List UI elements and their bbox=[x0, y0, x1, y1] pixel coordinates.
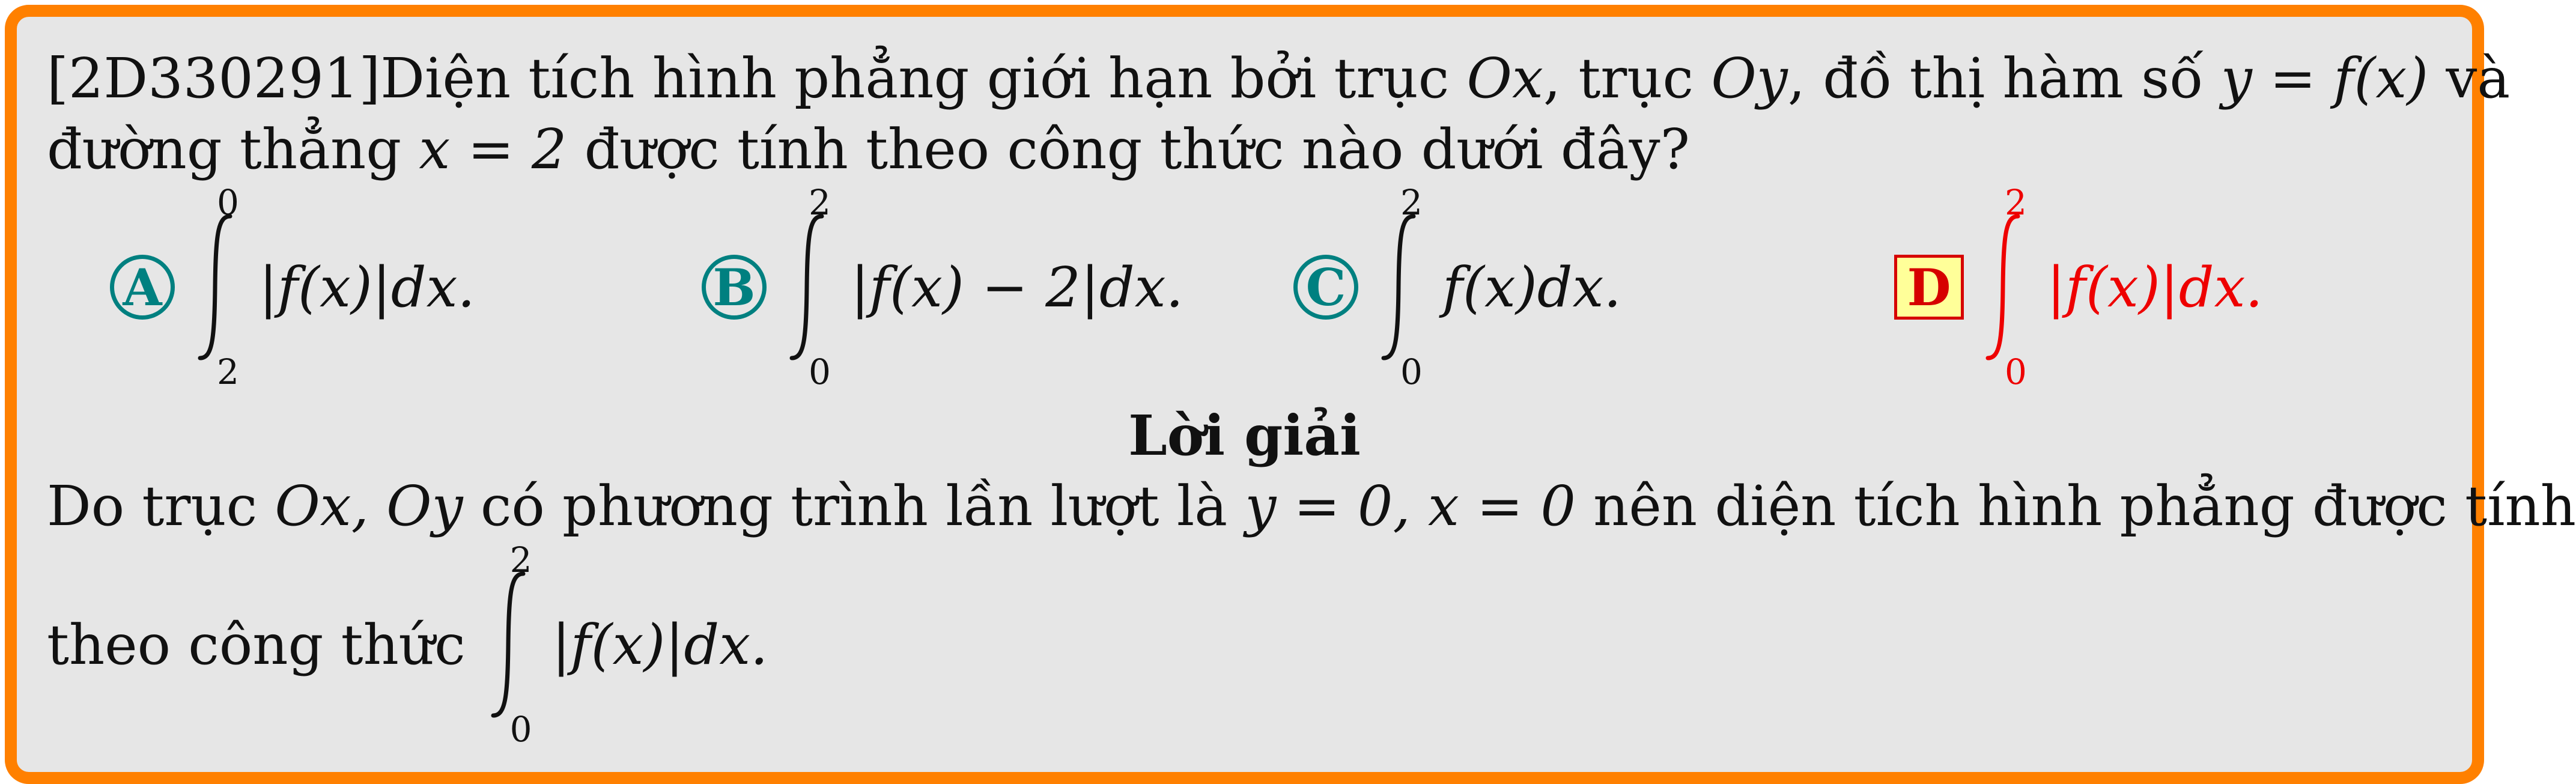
solution-line-1 bbox=[47, 473, 2576, 539]
math-equations: y = 0, x = 0 bbox=[1245, 474, 1576, 538]
solution-text: nên diện tích hình phẳng được tính bbox=[1575, 474, 2576, 538]
math-axes: Ox, Oy bbox=[275, 474, 463, 538]
integral-icon bbox=[786, 182, 840, 392]
option-b-expression: |f(x) − 2|dx. bbox=[851, 255, 1183, 320]
option-a-expression: |f(x)|dx. bbox=[259, 255, 475, 320]
upper-limit: 2 bbox=[509, 539, 532, 580]
question-text: , đồ thị hàm số bbox=[1787, 46, 2221, 111]
math-line: x = 2 bbox=[419, 117, 567, 181]
solution-text: Do trục bbox=[47, 474, 275, 538]
math-ox: Ox bbox=[1466, 46, 1543, 111]
question-text: và bbox=[2428, 46, 2511, 111]
math-function: y = f(x) bbox=[2220, 46, 2429, 111]
option-d-letter[interactable]: D bbox=[1894, 255, 1964, 320]
solution-expression: |f(x)|dx. bbox=[551, 612, 768, 677]
lower-limit: 0 bbox=[509, 709, 532, 750]
solution-line-2 bbox=[47, 539, 768, 750]
solution-text: theo công thức bbox=[47, 612, 466, 677]
option-c[interactable] bbox=[1293, 182, 1621, 392]
solution-text: có phương trình lần lượt là bbox=[463, 474, 1245, 538]
integral-icon bbox=[487, 539, 541, 750]
integral-icon bbox=[1378, 182, 1432, 392]
math-oy: Oy bbox=[1711, 46, 1788, 111]
option-c-expression: f(x)dx. bbox=[1442, 255, 1621, 320]
option-b[interactable] bbox=[702, 182, 1183, 392]
upper-limit: 2 bbox=[1400, 182, 1423, 223]
question-line-1 bbox=[47, 46, 2511, 112]
option-b-letter[interactable]: B bbox=[702, 255, 767, 320]
question-card bbox=[5, 5, 2576, 784]
solution-heading: Lời giải bbox=[1128, 403, 1361, 468]
option-d-expression: |f(x)|dx. bbox=[2047, 255, 2263, 320]
question-line-2 bbox=[47, 117, 1690, 183]
upper-limit: 0 bbox=[217, 182, 239, 223]
integral-icon bbox=[1982, 182, 2036, 392]
question-text: [2D330291]Diện tích hình phẳng giới hạn bởi trục bbox=[47, 46, 1467, 111]
option-d[interactable] bbox=[1894, 182, 2263, 392]
lower-limit: 0 bbox=[2005, 351, 2027, 392]
lower-limit: 2 bbox=[217, 351, 239, 392]
lower-limit: 0 bbox=[1400, 351, 1423, 392]
upper-limit: 2 bbox=[2005, 182, 2027, 223]
question-text: , trục bbox=[1543, 46, 1712, 111]
option-a-letter[interactable]: A bbox=[110, 255, 175, 320]
option-c-letter[interactable]: C bbox=[1293, 255, 1358, 320]
upper-limit: 2 bbox=[809, 182, 831, 223]
option-a[interactable] bbox=[110, 182, 475, 392]
question-text: đường thẳng bbox=[47, 117, 419, 181]
integral-icon bbox=[194, 182, 248, 392]
question-text: được tính theo công thức nào dưới đây? bbox=[567, 117, 1690, 181]
lower-limit: 0 bbox=[809, 351, 831, 392]
